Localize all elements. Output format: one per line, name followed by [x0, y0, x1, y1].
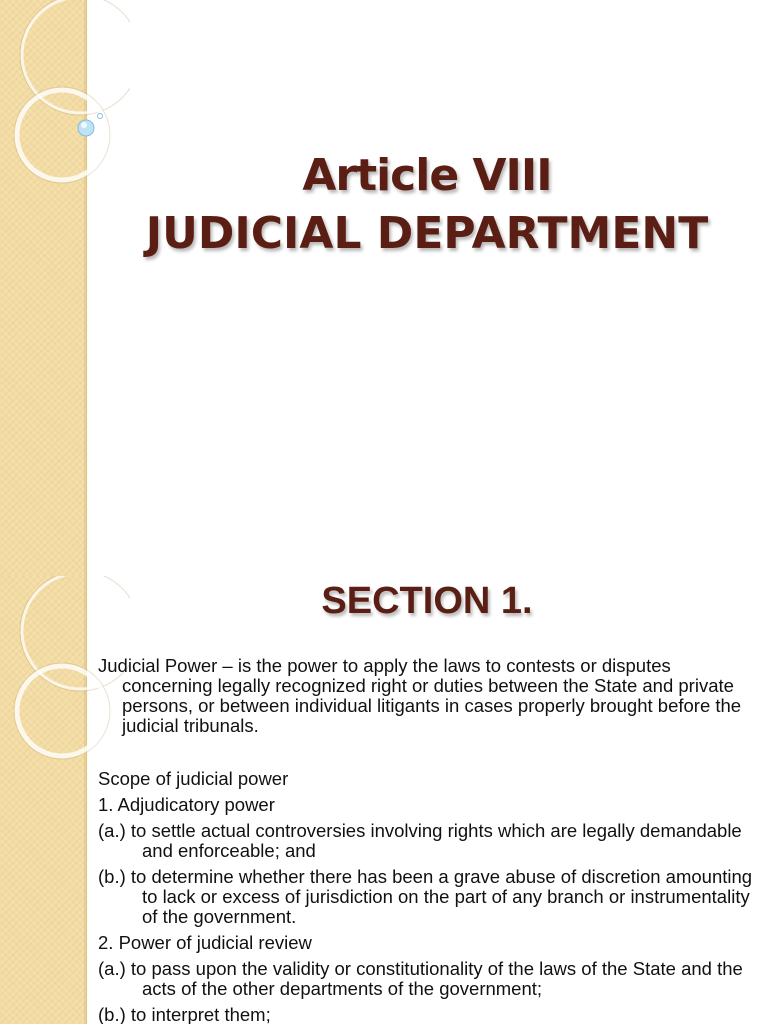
content-slide: [0, 576, 768, 1024]
slide-title-line2: JUDICIAL DEPARTMENT: [145, 208, 709, 259]
slide-title-line1: Article VIII: [302, 150, 552, 201]
scope-heading: Scope of judicial power: [98, 768, 289, 789]
judicial-power-definition: Judicial Power – is the power to apply the laws to contests or disputes concerning legally recognized right or duties between the State and private persons, or between individual litigants in cases properly brought before the judicial tribunals.: [98, 655, 742, 736]
list-item-1a: (a.) to settle actual controversies involving rights which are legally demandable and enforceable; and: [98, 820, 742, 861]
list-item-adjudicatory: 1. Adjudicatory power: [98, 794, 275, 815]
list-item-2a: (a.) to pass upon the validity or constitutionality of the laws of the State and the acts of the other departments of the government;: [98, 958, 743, 999]
list-item-judicial-review: 2. Power of judicial review: [98, 932, 312, 953]
section-heading: SECTION 1.: [321, 580, 533, 622]
slide-body: [98, 656, 762, 1024]
list-item-2b: (b.) to interpret them;: [98, 1004, 271, 1024]
list-item-1b: (b.) to determine whether there has been a grave abuse of discretion amounting to lack or excess of jurisdiction on the part of any branch or instrumentality of the government.: [98, 866, 753, 927]
